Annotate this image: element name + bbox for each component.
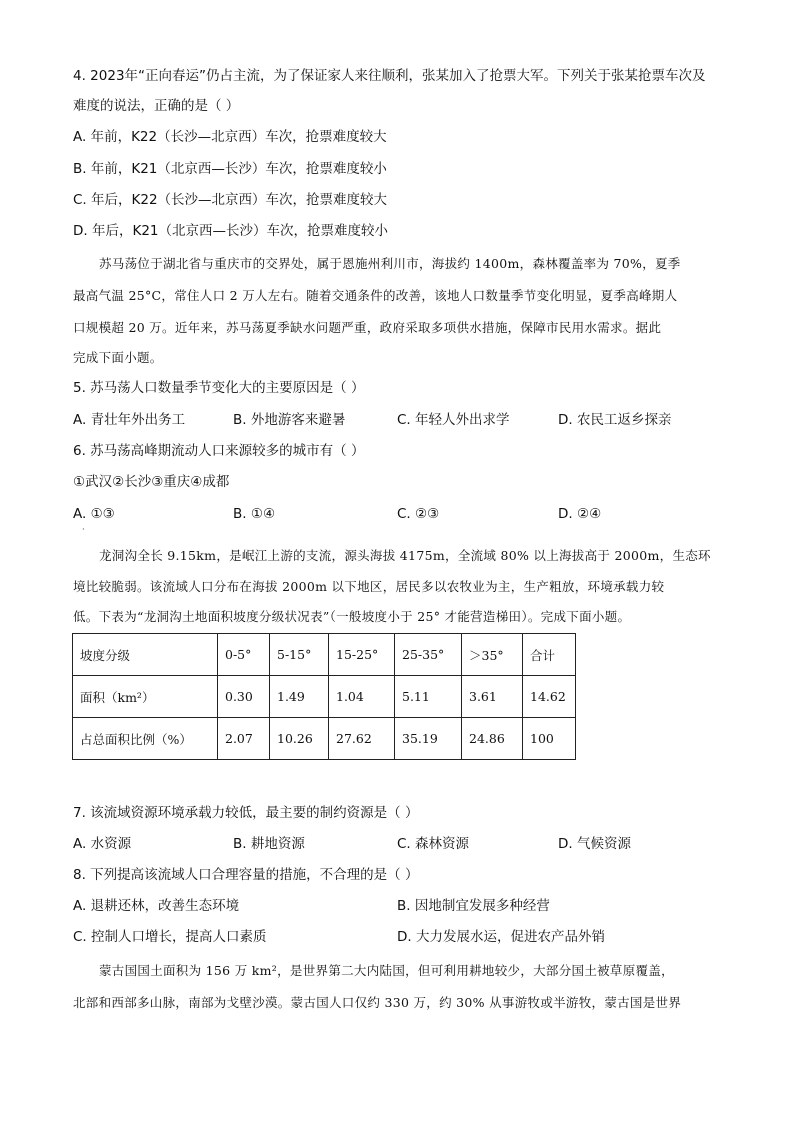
table-cell: 面积（km²） [73, 676, 218, 718]
passage2-line3: 低。下表为“龙洞沟土地面积坡度分级状况表”（一般坡度小于 25° 才能营造梯田）。完成下面小题。 [73, 609, 631, 624]
q8-option-b: B. 因地制宜发展多种经营 [397, 898, 550, 914]
passage1-line1: 苏马荡位于湖北省与重庆市的交界处，属于恩施州利川市，海拔约 1400m，森林覆盖率为 70%，夏季 [99, 256, 681, 271]
table-header-cell: 15-25° [329, 634, 395, 676]
table-row [73, 718, 576, 760]
passage2-line1: 龙洞沟全长 9.15km，是岷江上游的支流，源头海拔 4175m，全流域 80% 以上海拔高于 2000m，生态环 [99, 548, 711, 563]
q4-stem-line1: 4. 2023年“正向春运”仍占主流，为了保证家人来往顺利，张某加入了抢票大军。下列关于张某抢票车次及 [73, 68, 706, 84]
q8-stem: 8. 下列提高该流域人口合理容量的措施，不合理的是（ ） [73, 867, 419, 883]
table-cell: 占总面积比例（%） [73, 718, 218, 760]
table-row [73, 676, 576, 718]
table-cell: 2.07 [218, 718, 270, 760]
q6-stem: 6. 苏马荡高峰期流动人口来源较多的城市有（ ） [73, 443, 365, 459]
q4-option-c: C. 年后，K22（长沙—北京西）车次，抢票难度较大 [73, 192, 388, 208]
q5-stem: 5. 苏马荡人口数量季节变化大的主要原因是（ ） [73, 380, 365, 396]
table-cell: 1.49 [270, 676, 329, 718]
q8-option-a: A. 退耕还林，改善生态环境 [73, 898, 240, 914]
q5-option-a: A. 青壮年外出务工 [73, 412, 186, 428]
table-cell: 0.30 [218, 676, 270, 718]
passage1-line3: 口规模超 20 万。近年来，苏马荡夏季缺水问题严重，政府采取多项供水措施，保障市民用水需求。据此 [73, 320, 662, 335]
table-cell: 100 [523, 718, 576, 760]
q6-option-b: B. ①④ [233, 506, 276, 522]
q5-option-c: C. 年轻人外出求学 [397, 412, 510, 428]
q4-stem-line2: 难度的说法，正确的是（ ） [73, 98, 240, 114]
table-cell: 3.61 [462, 676, 523, 718]
table-cell: 24.86 [462, 718, 523, 760]
passage2-line2: 境比较脆弱。该流域人口分布在海拔 2000m 以下地区，居民多以农牧业为主，生产粗放，环境承载力较 [73, 579, 665, 594]
passage3-line2: 北部和西部多山脉，南部为戈壁沙漠。蒙古国人口仅约 330 万，约 30% 从事游牧或半游牧，蒙古国是世界 [73, 995, 682, 1010]
table-header-row [73, 634, 576, 676]
table-header-cell: 5-15° [270, 634, 329, 676]
q6-option-c: C. ②③ [397, 506, 440, 522]
table-cell: 27.62 [329, 718, 395, 760]
passage1-line4: 完成下面小题。 [73, 350, 163, 365]
q6-option-a: A. ①③ [73, 506, 115, 522]
table-header-cell: 坡度分级 [73, 634, 218, 676]
q5-option-d: D. 农民工返乡探亲 [558, 412, 672, 428]
q4-option-b: B. 年前，K21（北京西—长沙）车次，抢票难度较小 [73, 161, 387, 177]
table-cell: 14.62 [523, 676, 576, 718]
q8-option-d: D. 大力发展水运，促进农产品外销 [397, 929, 605, 945]
slope-table [72, 633, 576, 760]
q6-option-d: D. ②④ [558, 506, 602, 522]
table-header-cell: 25-35° [395, 634, 462, 676]
passage3-line1: 蒙古国国土面积为 156 万 km²，是世界第二大内陆国，但可利用耕地较少，大部分国土被草原覆盖， [99, 963, 674, 978]
q6-choices: ①武汉②长沙③重庆④成都 [73, 474, 230, 490]
q7-option-b: B. 耕地资源 [233, 836, 305, 852]
table-cell: 1.04 [329, 676, 395, 718]
table-header-cell: 合计 [523, 634, 576, 676]
q7-stem: 7. 该流域资源环境承载力较低，最主要的制约资源是（ ） [73, 805, 419, 821]
passage1-line2: 最高气温 25°C，常住人口 2 万人左右。随着交通条件的改善，该地人口数量季节变化明显，夏季高峰期人 [73, 288, 678, 303]
q7-option-c: C. 森林资源 [397, 836, 470, 852]
stray-dot: · [82, 525, 85, 534]
q8-option-c: C. 控制人口增长，提高人口素质 [73, 929, 267, 945]
q4-option-a: A. 年前，K22（长沙—北京西）车次，抢票难度较大 [73, 129, 387, 145]
q4-option-d: D. 年后，K21（北京西—长沙）车次，抢票难度较小 [73, 223, 389, 239]
q7-option-d: D. 气候资源 [558, 836, 631, 852]
table-header-cell: 0-5° [218, 634, 270, 676]
table-cell: 10.26 [270, 718, 329, 760]
table-cell: 35.19 [395, 718, 462, 760]
table-cell: 5.11 [395, 676, 462, 718]
table-header-cell: ＞35° [462, 634, 523, 676]
q7-option-a: A. 水资源 [73, 836, 132, 852]
q5-option-b: B. 外地游客来避暑 [233, 412, 346, 428]
